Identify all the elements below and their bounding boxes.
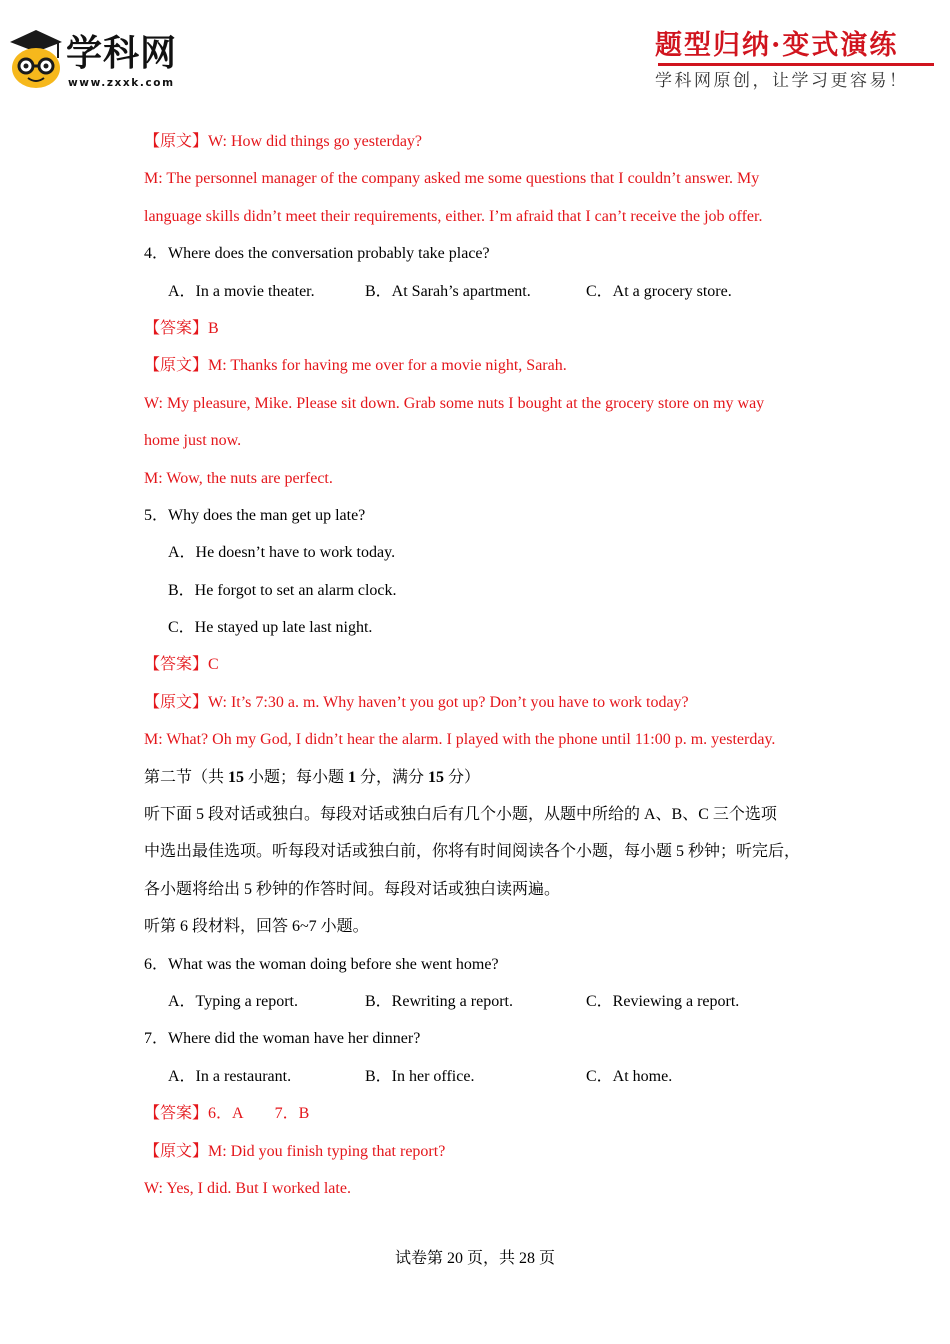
logo-text: 学科网 [66,33,178,74]
option-a: A．In a restaurant. [168,1067,292,1085]
logo-mascot-icon [8,28,64,90]
section-2-text: 分，满分 [356,768,429,786]
banner-title: 题型归纳·变式演练 [655,30,899,61]
option-a: A．He doesn’t have to work today. [168,544,396,562]
instructions-line: 听下面 5 段对话或独白。每段对话或独白后有几个小题，从题中所给的 A、B、C 三个选项 [144,806,777,824]
option-a: A．In a movie theater. [168,282,315,300]
page-footer: 试卷第 20 页，共 28 页 [394,1250,555,1267]
question-7: 7．Where did the woman have her dinner? [144,1030,421,1048]
transcript-line: M: What? Oh my God, I didn’t hear the alarm. I played with the phone until 11:00 p. m. yesterday. [144,731,776,749]
banner-subtitle: 学科网原创，让学习更容易！ [655,71,909,91]
transcript-line: 【原文】M: Thanks for having me over for a movie night, Sarah. [144,357,567,375]
option-a: A．Typing a report. [168,992,298,1010]
transcript-line: W: My pleasure, Mike. Please sit down. Grab some nuts I bought at the grocery store on my way [144,394,765,412]
option-c: C．He stayed up late last night. [168,619,373,637]
answer-4: 【答案】B [144,319,219,337]
page-header [0,0,950,110]
option-c: C．Reviewing a report. [586,992,740,1010]
option-b: B．At Sarah’s apartment. [365,282,531,300]
section-2-points: 1 [348,768,357,786]
instructions-line: 中选出最佳选项。听每段对话或独白前，你将有时间阅读各个小题，每小题 5 秒钟；听完后， [144,843,801,861]
logo-url: www.zxxk.com [68,77,175,89]
listen-instruction: 听第 6 段材料，回答 6~7 小题。 [144,918,369,936]
section-2-heading [144,764,834,801]
question-4: 4．Where does the conversation probably take place? [144,245,490,263]
transcript-line: home just now. [144,432,242,450]
option-c: C．At home. [586,1067,673,1085]
question-4-options [144,278,834,315]
section-2-total: 15 [428,768,445,786]
option-b: B．In her office. [365,1067,475,1085]
section-2-text: 小题；每小题 [244,768,349,786]
answer-6-7: 【答案】6．A 7．B [144,1105,310,1123]
option-c: C．At a grocery store. [586,282,732,300]
option-b: B．He forgot to set an alarm clock. [168,581,397,599]
question-5: 5．Why does the man get up late? [144,506,366,524]
instructions-line: 各小题将给出 5 秒钟的作答时间。每段对话或独白读两遍。 [144,880,561,898]
document-body [144,128,834,1212]
transcript-line: language skills didn’t meet their requirements, either. I’m afraid that I can’t receive the job offer. [144,207,763,225]
section-2-text: 分） [444,768,481,786]
section-2-text: 第二节（共 [144,768,229,786]
question-6: 6．What was the woman doing before she went home? [144,955,499,973]
question-7-options [144,1063,834,1100]
banner-divider [658,63,934,66]
transcript-line: W: Yes, I did. But I worked late. [144,1179,351,1197]
transcript-line: M: The personnel manager of the company asked me some questions that I couldn’t answer. My [144,170,760,188]
transcript-line: M: Wow, the nuts are perfect. [144,469,333,487]
transcript-line: 【原文】W: How did things go yesterday? [144,133,423,150]
option-b: B．Rewriting a report. [365,992,513,1010]
question-6-options [144,988,834,1025]
transcript-line: 【原文】M: Did you finish typing that report? [144,1142,446,1160]
answer-5: 【答案】C [144,656,219,674]
transcript-line: 【原文】W: It’s 7:30 a. m. Why haven’t you got up? Don’t you have to work today? [144,693,689,711]
section-2-count: 15 [228,768,245,786]
